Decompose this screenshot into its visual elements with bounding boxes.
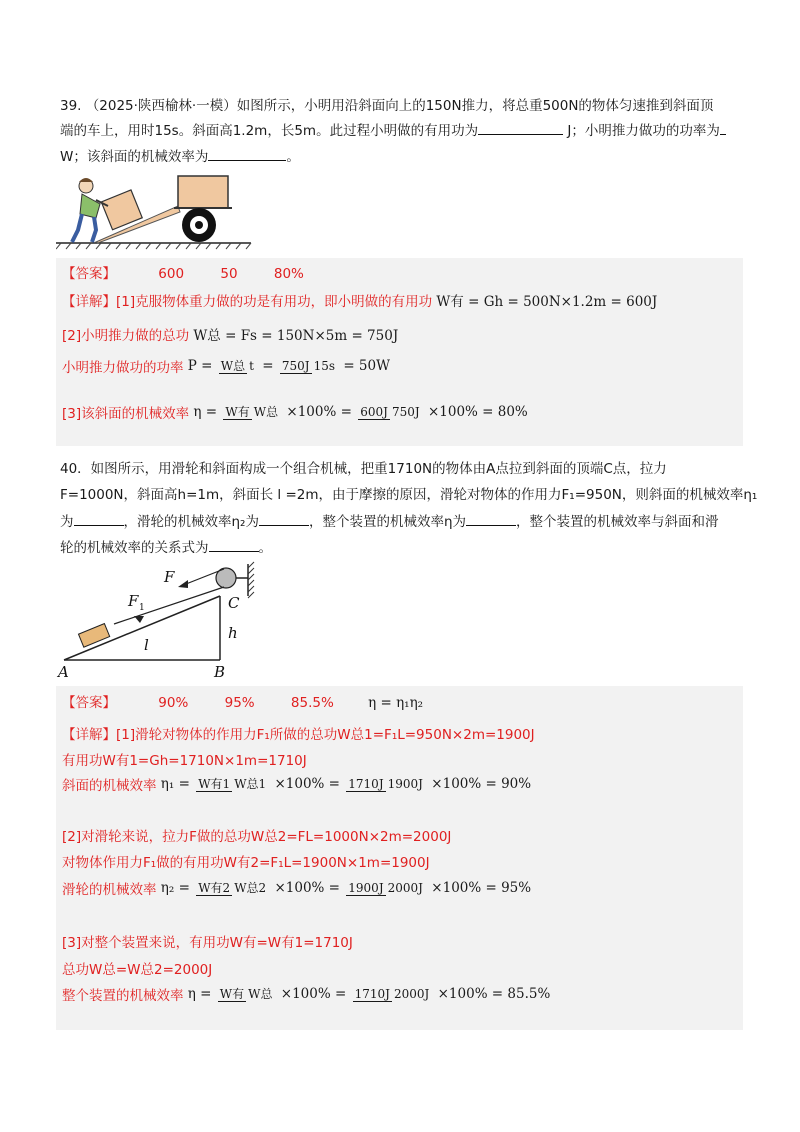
- answer-blank: [720, 120, 726, 135]
- detail-text: 滑轮的机械效率: [62, 882, 157, 898]
- answer-value: 85.5%: [290, 695, 334, 711]
- numerator: W有: [219, 987, 245, 1001]
- label-A: A: [58, 663, 69, 681]
- numerator: 600J: [360, 405, 388, 419]
- equation: [188, 986, 551, 1002]
- detail-text: 【详解】[1]克服物体重力做的功是有用功，即小明做的有用功: [62, 294, 433, 310]
- eq-part: =: [262, 358, 274, 374]
- detail-text: 小明推力做功的功率: [62, 360, 184, 376]
- answer-label: 【答案】: [62, 266, 116, 282]
- answer-value: 600: [158, 266, 185, 282]
- denominator: W总2: [234, 881, 267, 895]
- denominator: 15s: [313, 359, 336, 373]
- fraction: [358, 405, 421, 420]
- q40-text: ，整个装置的机械效率与斜面和滑: [516, 514, 719, 530]
- q40-text: 轮的机械效率的关系式为: [60, 540, 209, 556]
- numerator: W总: [220, 359, 246, 373]
- q39-text: J；小明推力做功的功率为: [567, 123, 720, 139]
- answer-value: 90%: [158, 695, 189, 711]
- detail-text: [3]该斜面的机械效率: [62, 406, 190, 422]
- q39-answer-line: [62, 262, 304, 282]
- eq-part: ×100% =: [280, 986, 347, 1002]
- answer-blank: [74, 511, 124, 526]
- equation: W有 = Gh = 500N×1.2m = 600J: [436, 294, 658, 310]
- q39-detail-4: [62, 402, 528, 422]
- q40-text: 。: [258, 540, 272, 556]
- fraction: [196, 881, 268, 896]
- detail-text: [2]小明推力做的总功: [62, 328, 190, 344]
- q40-stem-line2: F=1000N，斜面高h=1m，斜面长 l =2m，由于摩擦的原因，滑轮对物体的作用力F₁=950N，则斜面的机械效率η₁: [60, 487, 758, 503]
- equation: [193, 404, 527, 420]
- equation: W总 = Fs = 150N×5m = 750J: [193, 328, 399, 344]
- q40-stem-line4: [60, 537, 272, 558]
- q40-detail-7: [3]对整个装置来说，有用功W有=W有1=1710J: [62, 935, 353, 951]
- eq-part: P =: [187, 358, 213, 374]
- q39-stem-line3: [60, 146, 300, 167]
- fraction: [346, 777, 425, 792]
- numerator: 1710J: [348, 777, 384, 791]
- answer-blank: [208, 146, 286, 161]
- label-F1: F: [128, 592, 139, 610]
- q39-detail-2: [62, 324, 398, 344]
- q40-detail-3: [62, 774, 531, 794]
- q39-text: 。: [286, 149, 300, 165]
- eq-part: ×100% = 80%: [427, 404, 528, 420]
- q40-detail-6: [62, 878, 531, 898]
- q40-stem-line3: [60, 511, 719, 532]
- equation: [188, 358, 390, 374]
- q40-detail-4: [2]对滑轮来说，拉力F做的总功W总2=FL=1000N×2m=2000J: [62, 829, 452, 845]
- label-h: h: [228, 624, 238, 642]
- label-l: l: [144, 636, 149, 654]
- numerator: W有1: [198, 777, 231, 791]
- eq-part: ×100% =: [274, 880, 340, 896]
- q39-detail-1: [62, 290, 657, 310]
- fraction: [219, 359, 256, 374]
- q39-stem-line1: 39. （2025·陕西榆林·一模）如图所示，小明用沿斜面向上的150N推力，将总重500N的物体匀速推到斜面顶: [60, 98, 714, 114]
- denominator: 750J: [391, 405, 420, 419]
- q39-text: 端的车上，用时15s。斜面高1.2m，长5m。此过程小明做的有用功为: [60, 123, 479, 139]
- eq-part: η₁ =: [160, 776, 190, 792]
- denominator: 2000J: [393, 987, 430, 1001]
- q40-answer-line: [62, 691, 423, 711]
- q39-detail-3: [62, 356, 390, 376]
- fraction: [280, 359, 337, 374]
- eq-part: ×100% = 85.5%: [437, 986, 551, 1002]
- q40-figure: [56, 560, 276, 684]
- denominator: W总: [248, 987, 273, 1001]
- q40-text: 为: [60, 514, 74, 530]
- q39-stem-line2: [60, 120, 726, 141]
- answer-value: 95%: [224, 695, 255, 711]
- label-F1-sub: 1: [139, 603, 145, 613]
- eq-part: η =: [187, 986, 212, 1002]
- label-F: F: [164, 568, 175, 586]
- label-B: B: [214, 663, 226, 681]
- fraction: [218, 987, 275, 1002]
- q39-figure: [56, 170, 256, 250]
- answer-blank: [259, 511, 309, 526]
- fraction: [223, 405, 280, 420]
- fraction: [353, 987, 432, 1002]
- q40-text: ，滑轮的机械效率η₂为: [123, 514, 259, 530]
- q40-detail-1: 【详解】[1]滑轮对物体的作用力F₁所做的总功W总1=F₁L=950N×2m=1900J: [62, 727, 535, 743]
- answer-blank: [478, 120, 563, 135]
- answer-blank: [466, 511, 516, 526]
- q40-detail-5: 对物体作用力F₁做的有用功W有2=F₁L=1900N×1m=1900J: [62, 855, 430, 871]
- answer-value: 50: [220, 266, 238, 282]
- answer-label: 【答案】: [62, 695, 116, 711]
- eq-part: ×100% =: [274, 776, 340, 792]
- detail-text: 整个装置的机械效率: [62, 988, 184, 1004]
- denominator: W总1: [234, 777, 267, 791]
- eq-part: ×100% = 95%: [431, 880, 532, 896]
- equation: [161, 880, 531, 896]
- denominator: 1900J: [387, 777, 423, 791]
- denominator: 2000J: [387, 881, 423, 895]
- numerator: W有: [225, 405, 250, 419]
- answer-value: 80%: [273, 266, 304, 282]
- numerator: 1710J: [354, 987, 390, 1001]
- eq-part: ×100% =: [286, 404, 352, 420]
- q40-detail-8: 总功W总=W总2=2000J: [62, 962, 213, 978]
- q40-detail-2: 有用功W有1=Gh=1710N×1m=1710J: [62, 753, 307, 769]
- label-C: C: [228, 594, 240, 612]
- denominator: t: [249, 359, 254, 373]
- q40-stem-line1: 40．如图所示，用滑轮和斜面构成一个组合机械，把重1710N的物体由A点拉到斜面的顶端C点，拉力: [60, 461, 667, 477]
- q40-detail-9: [62, 984, 550, 1004]
- q40-text: ，整个装置的机械效率η为: [308, 514, 467, 530]
- answer-blank: [209, 537, 259, 552]
- eq-part: ×100% = 90%: [431, 776, 532, 792]
- fraction: [346, 881, 425, 896]
- equation: [161, 776, 531, 792]
- numerator: 750J: [281, 359, 310, 373]
- numerator: W有2: [198, 881, 231, 895]
- detail-text: 斜面的机械效率: [62, 778, 157, 794]
- eq-part: η₂ =: [160, 880, 190, 896]
- q39-text: W；该斜面的机械效率为: [60, 149, 209, 165]
- eq-part: = 50W: [343, 358, 390, 374]
- fraction: [196, 777, 268, 792]
- eq-part: η =: [193, 404, 218, 420]
- numerator: 1900J: [348, 881, 384, 895]
- answer-value: η = η₁η₂: [368, 695, 424, 711]
- denominator: W总: [253, 405, 279, 419]
